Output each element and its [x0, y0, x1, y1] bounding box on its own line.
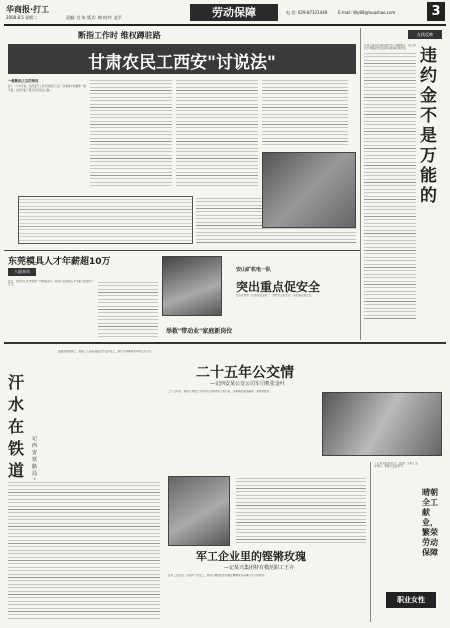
center-photo-2	[168, 476, 230, 546]
bottom-right-body	[374, 462, 418, 582]
masthead	[4, 2, 446, 24]
middle-left-col2	[98, 280, 158, 338]
bottom-right-vertical-title: 晴朝全工献业，繁荣劳动保障	[422, 488, 438, 557]
right-body-text: 劳动合同法对违约金作出了明确规定，用人单位不得随意约定由劳动者承担违约金。	[364, 44, 416, 51]
left-vertical-byline: 记西安铁路局	[32, 436, 38, 477]
bottom-right-divider	[370, 462, 371, 622]
center-subhead: —记西安某公交公司车司机张金叶	[210, 381, 286, 387]
bottom-body	[168, 574, 368, 622]
top-story-col4	[262, 78, 348, 148]
hotline: 电 话: 029-87321449	[286, 10, 328, 15]
middle-left-text: 近日，东莞市人才市场的一份调查显示，模具行业高级人才年薪已经超过十万元。	[8, 280, 94, 287]
top-story-body	[8, 78, 86, 188]
center-body	[168, 390, 318, 480]
bottom-cols	[236, 476, 366, 544]
top-story-subhead: 一截断指之后的维权	[8, 79, 39, 83]
left-vertical-body	[58, 350, 158, 476]
right-big-title: 违约金不是万能的	[420, 46, 437, 206]
section-banner: 劳动保障	[190, 4, 278, 21]
middle-center-text: 安山矿机电一队坚持安全第一、预防为主的方针，突出重点抓安全。	[236, 294, 314, 297]
top-story-photo	[262, 152, 356, 228]
middle-center-body	[236, 294, 358, 324]
editors-line: 责编: 任 朱 版式: 韩 校对: 北平	[66, 15, 122, 20]
left-vertical-headline: 汗水在铁道	[8, 373, 25, 480]
right-body	[364, 44, 416, 334]
middle-left-headline: 东莞模具人才年薪超10万	[8, 257, 111, 267]
page-number: 3	[427, 2, 445, 21]
center-headline: 二十五年公交情	[196, 365, 294, 381]
paper-name: 华商报·打工	[6, 5, 50, 14]
middle-center-headline: 突出重点促安全	[236, 280, 321, 294]
top-story-headline: 甘肃农民工西安"讨说法"	[88, 53, 276, 73]
bottom-subhead: —记某兴集团特有模范职工王卉	[224, 565, 295, 571]
left-vertical-text: 盛夏的铁道线上，铁路工人冒着高温坚守在岗位上，用汗水保障着列车的安全运行。	[58, 350, 154, 353]
top-story-headline-box	[8, 44, 356, 74]
middle-left-photo	[162, 256, 222, 316]
top-story-col2	[90, 78, 172, 188]
lower-rule	[4, 342, 446, 344]
center-text: 二十五年来，她每天驾驶公交车穿行在城市的大街小巷，用真诚的服务赢得了乘客的赞誉。	[168, 390, 272, 393]
top-story-col3	[176, 78, 258, 188]
center-photo	[322, 392, 442, 456]
top-story-kicker: 断指工作时 维权蹲驻路	[78, 31, 161, 40]
right-tag: 在线反映	[408, 30, 442, 39]
middle-left-tag: 八面来风	[8, 268, 36, 276]
header-rule	[4, 24, 446, 26]
email: E-mail: Wy88@huashao.com	[338, 10, 396, 15]
bottom-headline: 军工企业里的铿锵玫瑰	[196, 550, 306, 563]
left-vertical-cols	[8, 480, 160, 620]
middle-left-body	[8, 280, 94, 340]
right-divider	[360, 28, 361, 340]
bottom-right-text: 八月是炎热的季节，也是广大职工坚守岗位、奉献力量的季节。	[374, 462, 418, 469]
middle-center-kicker: 安山矿机电一队	[236, 267, 272, 273]
middle-tagline: 举救"带动业"家庭新岗位	[166, 328, 233, 335]
top-story-box	[18, 196, 193, 244]
bottom-text: 在军工企业里，有这样一位女工，她以过硬的技术和敬业精神成为同事们学习的榜样。	[168, 574, 267, 577]
bottom-right-stamp: 职业女性	[386, 592, 436, 608]
mid-rule	[4, 250, 360, 251]
date-line: 2008.8.5 星期二	[6, 15, 38, 20]
top-story-text: 赶十一个多月前，在西安打工的甘肃农民工在一次事故中被截断一根手指，从此开始了漫长的讨说法之路。	[8, 85, 86, 92]
